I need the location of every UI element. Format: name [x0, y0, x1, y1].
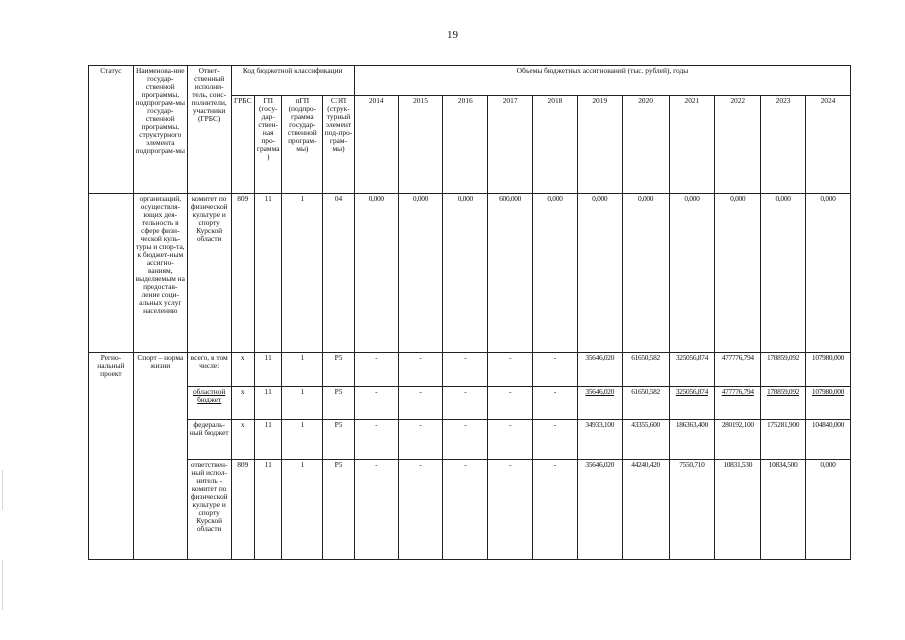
gp-cell: 11 [254, 194, 281, 353]
amount-cell: 175281,900 [761, 420, 806, 460]
table-row [89, 353, 851, 387]
amount-cell: - [533, 420, 578, 460]
gp-cell: 11 [254, 387, 281, 420]
sep-header: СЭП (струк-турный элемент под-про-грам-мы) [323, 96, 355, 194]
year-header: 2023 [761, 96, 806, 194]
amount-cell: - [488, 420, 533, 460]
table-row [89, 460, 851, 560]
amount-cell: 107980,000 [805, 353, 850, 387]
grbs-cell: x [231, 420, 254, 460]
amount-cell: 325056,874 [669, 387, 715, 420]
grbs-header: ГРБС [231, 96, 254, 194]
status-cell [89, 194, 134, 353]
budget-table [88, 65, 851, 560]
amount-cell: 0,000 [715, 194, 761, 353]
year-header: 2024 [805, 96, 850, 194]
responsible-cell: федераль-ный бюджет [187, 420, 231, 460]
pgp-cell: 1 [282, 353, 323, 387]
name-header: Наименова-ние государ-ственной программы, подпрограм-мы государ-ственной программы, структурного элемента подпрограм-мы [133, 66, 187, 194]
amount-cell: - [533, 460, 578, 560]
amount-cell: 600,000 [488, 194, 533, 353]
responsible-cell: всего, в том числе: [187, 353, 231, 387]
amount-cell: - [398, 460, 443, 560]
amount-cell: 0,000 [761, 194, 806, 353]
sep-cell: P5 [323, 460, 355, 560]
amount-cell: 35646,020 [577, 353, 622, 387]
gp-cell: 11 [254, 460, 281, 560]
pgp-cell: 1 [282, 460, 323, 560]
year-header: 2016 [443, 96, 488, 194]
gp-cell: 11 [254, 353, 281, 387]
sep-cell: P5 [323, 420, 355, 460]
pgp-cell: 1 [282, 387, 323, 420]
year-header: 2015 [398, 96, 443, 194]
grbs-cell: 809 [231, 460, 254, 560]
amount-cell: 61650,582 [622, 353, 669, 387]
name-cell: организаций, осуществля-ющих дея-тельность в сфере физи-ческой куль-туры и спор-та, к бюджет-ным ассигно-ваниям, выделяемым на предостав-ление соци-альных услуг населению [133, 194, 187, 353]
amount-cell: - [354, 460, 398, 560]
name-cell: Спорт – норма жизни [133, 353, 187, 560]
gp-cell: 11 [254, 420, 281, 460]
amount-cell: - [533, 387, 578, 420]
code-group-header: Код бюджетной классификации [231, 66, 354, 96]
status-header: Статус [89, 66, 134, 194]
grbs-cell: 809 [231, 194, 254, 353]
amount-cell: - [443, 420, 488, 460]
pgp-cell: 1 [282, 194, 323, 353]
amount-cell: - [533, 353, 578, 387]
table-row [89, 387, 851, 420]
pgp-header: пГП (подпро-грамма государ-ственной програм-мы) [282, 96, 323, 194]
amount-cell: 0,000 [805, 194, 850, 353]
amounts-group-header: Объемы бюджетных ассигнований (тыс. рублей), годы [354, 66, 850, 96]
amount-cell: 325056,874 [669, 353, 715, 387]
amount-cell: - [488, 353, 533, 387]
amount-cell: 0,000 [669, 194, 715, 353]
amount-cell: 34933,100 [577, 420, 622, 460]
responsible-cell: комитет по физической культуре и спорту Курской области [187, 194, 231, 353]
scan-artifact [2, 470, 3, 510]
amount-cell: 7550,710 [669, 460, 715, 560]
amount-cell: 0,000 [577, 194, 622, 353]
sep-cell: P5 [323, 353, 355, 387]
amount-cell: 0,000 [354, 194, 398, 353]
amount-cell: 0,000 [443, 194, 488, 353]
year-header: 2014 [354, 96, 398, 194]
amount-cell: 44240,420 [622, 460, 669, 560]
grbs-cell: x [231, 387, 254, 420]
amount-cell: 186363,400 [669, 420, 715, 460]
amount-cell: - [443, 387, 488, 420]
sep-cell: 04 [323, 194, 355, 353]
amount-cell: 477776,794 [715, 387, 761, 420]
amount-cell: 178859,092 [761, 353, 806, 387]
amount-cell: - [354, 353, 398, 387]
amount-cell: 10831,530 [715, 460, 761, 560]
status-cell: Регио-нальный проект [89, 353, 134, 560]
responsible-header: Ответ-ственный исполни-тель, соис-полнители, участники (ГРБС) [187, 66, 231, 194]
amount-cell: - [398, 420, 443, 460]
amount-cell: 477776,794 [715, 353, 761, 387]
amount-cell: - [443, 353, 488, 387]
year-header: 2020 [622, 96, 669, 194]
year-header: 2019 [577, 96, 622, 194]
gp-header: ГП (госу-дар-ствен-ная про-грамма) [254, 96, 281, 194]
table-row [89, 194, 851, 353]
responsible-cell: областной бюджет [187, 387, 231, 420]
amount-cell: - [443, 460, 488, 560]
responsible-cell: ответствен-ный испол-нитель - комитет по физической культуре и спорту Курской области [187, 460, 231, 560]
amount-cell: 107980,000 [805, 387, 850, 420]
grbs-cell: x [231, 353, 254, 387]
amount-cell: 0,000 [622, 194, 669, 353]
pgp-cell: 1 [282, 420, 323, 460]
amount-cell: - [398, 353, 443, 387]
amount-cell: - [354, 420, 398, 460]
year-header: 2017 [488, 96, 533, 194]
table-row [89, 420, 851, 460]
scan-artifact [2, 560, 3, 610]
amount-cell: 43355,600 [622, 420, 669, 460]
page-number: 19 [447, 29, 458, 41]
amount-cell: 10834,500 [761, 460, 806, 560]
budget-table-sheet [88, 65, 851, 560]
amount-cell: - [354, 387, 398, 420]
year-header: 2021 [669, 96, 715, 194]
sep-cell: P5 [323, 387, 355, 420]
amount-cell: 61650,582 [622, 387, 669, 420]
amount-cell: - [488, 460, 533, 560]
year-header: 2018 [533, 96, 578, 194]
amount-cell: 35646,020 [577, 460, 622, 560]
amount-cell: - [488, 387, 533, 420]
amount-cell: 178859,092 [761, 387, 806, 420]
amount-cell: 0,000 [805, 460, 850, 560]
amount-cell: 104840,000 [805, 420, 850, 460]
header-row [89, 66, 851, 96]
year-header: 2022 [715, 96, 761, 194]
amount-cell: 35646,020 [577, 387, 622, 420]
amount-cell: 280192,100 [715, 420, 761, 460]
amount-cell: 0,000 [398, 194, 443, 353]
amount-cell: - [398, 387, 443, 420]
amount-cell: 0,000 [533, 194, 578, 353]
